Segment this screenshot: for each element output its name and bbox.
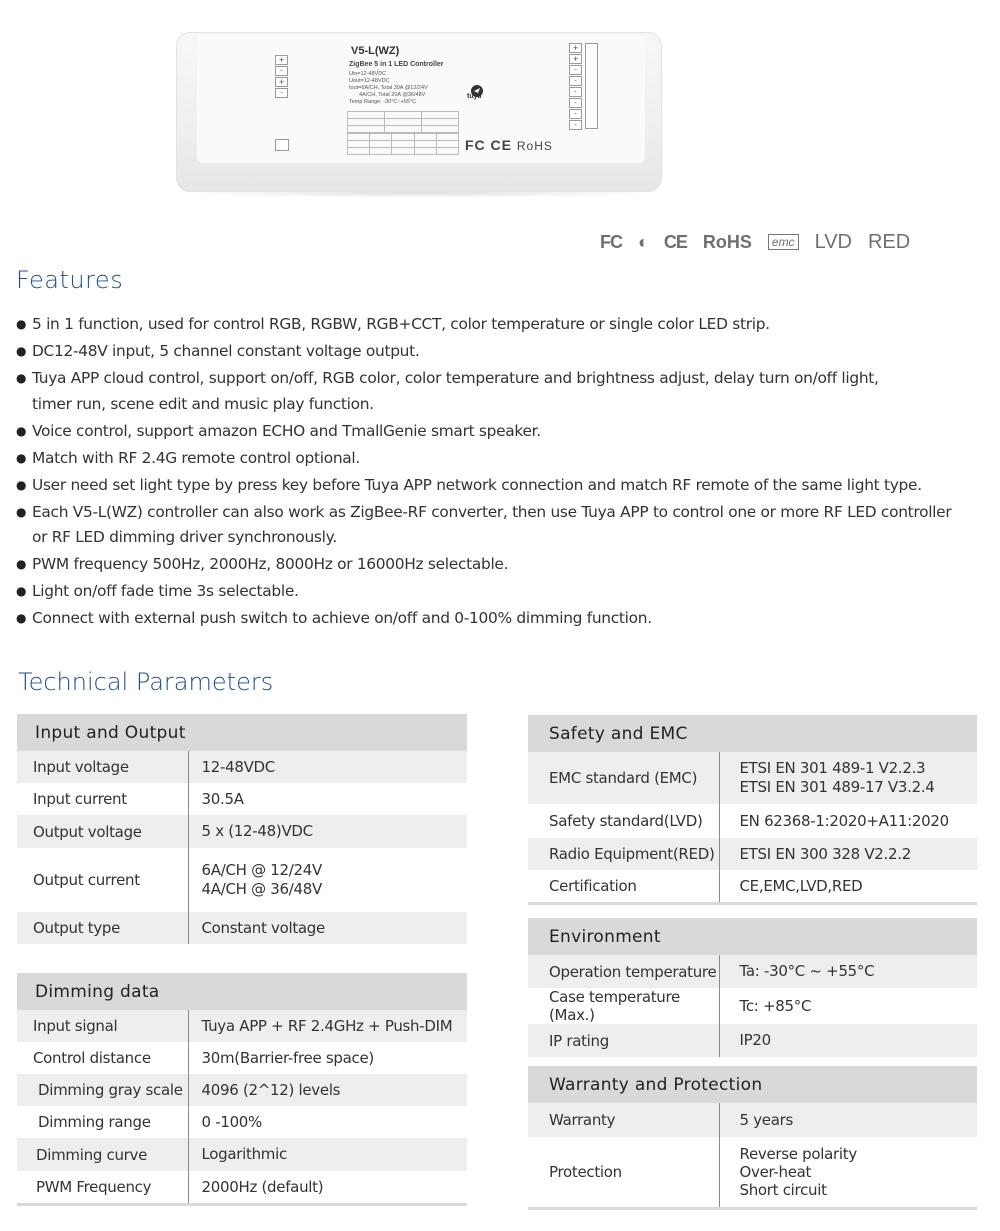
terminal: + bbox=[275, 55, 288, 65]
feature-item: ● Connect with external push switch to achieve on/off and 0-100% dimming function. bbox=[16, 606, 976, 632]
product-model: V5-L(WZ) bbox=[351, 45, 400, 57]
terminal: + bbox=[569, 43, 582, 53]
table-row bbox=[17, 1171, 467, 1203]
label-fc-ce: FC CE bbox=[465, 137, 512, 153]
feature-item: ● DC12-48V input, 5 channel constant voltage output. bbox=[16, 339, 976, 365]
feature-item: ● Voice control, support amazon ECHO and TmallGenie smart speaker. bbox=[16, 419, 976, 445]
param-value: CE,EMC,LVD,RED bbox=[739, 876, 863, 895]
match-key bbox=[275, 139, 291, 152]
warranty-protection-table bbox=[528, 1066, 977, 1210]
value-line: Over-heat bbox=[739, 1163, 812, 1181]
ce-mark-icon: CE bbox=[663, 231, 687, 252]
table-row bbox=[17, 751, 467, 783]
feature-text-continued: timer run, scene edit and music play function. bbox=[32, 394, 374, 413]
table-row bbox=[17, 1010, 467, 1042]
output-terminals bbox=[569, 43, 585, 131]
table-heading: Environment bbox=[549, 926, 661, 947]
value-line: ETSI EN 301 489-17 V3.2.4 bbox=[739, 778, 935, 796]
param-name: PWM Frequency bbox=[17, 1171, 188, 1203]
param-value: 30.5A bbox=[201, 789, 244, 808]
value-line: Short circuit bbox=[739, 1181, 827, 1199]
param-value: Tuya APP + RF 2.4GHz + Push-DIM bbox=[201, 1016, 453, 1035]
terminal-block bbox=[585, 43, 598, 129]
param-name: Output type bbox=[17, 912, 188, 944]
table-row bbox=[528, 988, 977, 1024]
feature-text: Tuya APP cloud control, support on/off, RGB color, color temperature and brightness adjust, delay turn on/off light, bbox=[32, 369, 879, 387]
rohs-mark: RoHS bbox=[702, 231, 752, 252]
table-row bbox=[17, 783, 467, 815]
features-heading: Features bbox=[16, 266, 124, 294]
terminal bbox=[275, 139, 289, 151]
value-line: Reverse polarity bbox=[739, 1145, 857, 1163]
param-value bbox=[188, 848, 467, 912]
table-row bbox=[17, 912, 467, 944]
output-terminals-side bbox=[585, 43, 601, 130]
product-image bbox=[170, 28, 670, 200]
table-bottom-rule bbox=[528, 902, 977, 905]
param-name: Input voltage bbox=[17, 751, 188, 783]
rcm-mark-icon: ◐ bbox=[638, 231, 648, 252]
param-name: EMC standard (EMC) bbox=[528, 752, 719, 804]
table-row bbox=[17, 1138, 467, 1171]
table-row bbox=[17, 1106, 467, 1138]
terminal: - bbox=[569, 87, 582, 97]
param-name: Warranty bbox=[528, 1103, 719, 1137]
table-heading: Warranty and Protection bbox=[549, 1074, 763, 1095]
table-bottom-rule bbox=[528, 1207, 977, 1210]
table-heading: Safety and EMC bbox=[549, 723, 688, 744]
table-row bbox=[528, 752, 977, 804]
terminal: - bbox=[569, 109, 582, 119]
controller-housing bbox=[176, 32, 662, 192]
param-value: Tc: +85°C bbox=[739, 996, 812, 1015]
param-value: 5 x (12-48)VDC bbox=[201, 822, 313, 840]
controller-label-face bbox=[197, 35, 645, 163]
spec-line: Temp Range: -30°C~+55°C bbox=[349, 99, 417, 105]
param-name: IP rating bbox=[528, 1024, 719, 1057]
label-rohs: RoHS bbox=[516, 139, 553, 153]
label-light-type-table bbox=[347, 133, 459, 155]
param-value: IP20 bbox=[739, 1031, 771, 1049]
table-heading: Input and Output bbox=[35, 722, 186, 743]
param-value: 5 years bbox=[739, 1110, 793, 1129]
safety-emc-table bbox=[528, 715, 977, 905]
param-name: Output current bbox=[17, 848, 188, 912]
product-subtitle: ZigBee 5 in 1 LED Controller bbox=[349, 61, 444, 68]
emc-mark-icon: emc bbox=[768, 234, 799, 250]
product-spec-lines bbox=[349, 71, 428, 106]
tuya-label: tuya bbox=[467, 93, 482, 100]
terminal: + bbox=[569, 54, 582, 64]
environment-table bbox=[528, 918, 977, 1057]
certification-marks bbox=[600, 229, 926, 255]
table-heading: Dimming data bbox=[35, 981, 160, 1002]
table-row bbox=[528, 804, 977, 838]
param-name: Input signal bbox=[17, 1010, 188, 1042]
param-name: Operation temperature bbox=[528, 955, 719, 988]
feature-item: ● 5 in 1 function, used for control RGB, RGBW, RGB+CCT, color temperature or single color LED strip. bbox=[16, 312, 976, 338]
param-value: 12-48VDC bbox=[201, 757, 275, 776]
dimming-data-table bbox=[17, 973, 467, 1206]
label-key-table bbox=[347, 111, 459, 133]
table-row bbox=[17, 815, 467, 848]
feature-item: ● PWM frequency 500Hz, 2000Hz, 8000Hz or 16000Hz selectable. bbox=[16, 552, 976, 578]
param-name: Output voltage bbox=[17, 815, 188, 848]
terminal: - bbox=[569, 76, 582, 86]
fc-mark-icon: FC bbox=[600, 231, 622, 252]
param-value: Constant voltage bbox=[201, 918, 325, 937]
param-value: Logarithmic bbox=[201, 1145, 287, 1163]
label-cert-marks bbox=[465, 137, 553, 153]
feature-item bbox=[16, 500, 976, 551]
terminal: + bbox=[275, 77, 288, 87]
table-row bbox=[17, 1042, 467, 1074]
param-name: Protection bbox=[528, 1137, 719, 1207]
input-terminals bbox=[275, 55, 291, 99]
spec-line: Iout=6A/CH, Total 30A @12/24V bbox=[349, 85, 428, 91]
param-name: Radio Equipment(RED) bbox=[528, 838, 719, 870]
param-name: Input current bbox=[17, 783, 188, 815]
lvd-mark: LVD bbox=[814, 230, 852, 253]
table-row bbox=[17, 848, 467, 912]
param-value: 30m(Barrier-free space) bbox=[201, 1048, 374, 1067]
table-row bbox=[528, 1024, 977, 1057]
table-bottom-rule bbox=[17, 1203, 467, 1206]
table-row bbox=[528, 1137, 977, 1207]
param-name: Dimming curve bbox=[17, 1138, 188, 1171]
terminal: - bbox=[569, 98, 582, 108]
feature-text-continued: or RF LED dimming driver synchronously. bbox=[32, 528, 337, 546]
param-value bbox=[719, 752, 977, 804]
value-line: 6A/CH @ 12/24V bbox=[201, 861, 322, 879]
param-value: Ta: -30°C ~ +55°C bbox=[739, 962, 875, 980]
terminal: - bbox=[275, 66, 288, 76]
table-row bbox=[528, 1103, 977, 1137]
param-name: Safety standard(LVD) bbox=[528, 804, 719, 838]
features-list bbox=[16, 312, 976, 633]
feature-item bbox=[16, 366, 976, 417]
table-row bbox=[528, 838, 977, 870]
technical-parameters-heading: Technical Parameters bbox=[18, 668, 274, 696]
spec-line: Uin=12-48VDC bbox=[349, 71, 387, 77]
feature-item: ● Light on/off fade time 3s selectable. bbox=[16, 579, 976, 605]
param-value: 4096 (2^12) levels bbox=[201, 1080, 341, 1099]
param-name: Case temperature (Max.) bbox=[528, 988, 719, 1024]
param-name: Dimming gray scale bbox=[17, 1074, 188, 1106]
param-value: EN 62368-1:2020+A11:2020 bbox=[739, 811, 949, 830]
terminal: - bbox=[569, 65, 582, 75]
param-value bbox=[719, 1137, 977, 1207]
param-value: 0 -100% bbox=[201, 1112, 263, 1131]
param-value: 2000Hz (default) bbox=[201, 1177, 324, 1196]
feature-item: ● User need set light type by press key before Tuya APP network connection and match RF remote of the same light type. bbox=[16, 473, 976, 499]
spec-line: 4A/CH, Total 20A @36/48V bbox=[359, 92, 426, 98]
value-line: 4A/CH @ 36/48V bbox=[201, 880, 322, 898]
param-name: Certification bbox=[528, 870, 719, 902]
table-row bbox=[528, 955, 977, 988]
red-mark: RED bbox=[867, 230, 911, 253]
value-line: ETSI EN 301 489-1 V2.2.3 bbox=[739, 759, 926, 777]
table-row bbox=[528, 870, 977, 902]
terminal: - bbox=[275, 88, 288, 98]
param-value: ETSI EN 300 328 V2.2.2 bbox=[739, 844, 911, 863]
feature-text: Each V5-L(WZ) controller can also work as ZigBee-RF converter, then use Tuya APP to control one or more RF LED controller bbox=[32, 502, 952, 521]
table-row bbox=[17, 1074, 467, 1106]
terminal: - bbox=[569, 120, 582, 130]
param-name: Dimming range bbox=[17, 1106, 188, 1138]
input-output-table bbox=[17, 714, 467, 944]
feature-item: ● Match with RF 2.4G remote control optional. bbox=[16, 446, 976, 472]
param-name: Control distance bbox=[17, 1042, 188, 1074]
spec-line: Uout=12-48VDC bbox=[349, 78, 390, 84]
